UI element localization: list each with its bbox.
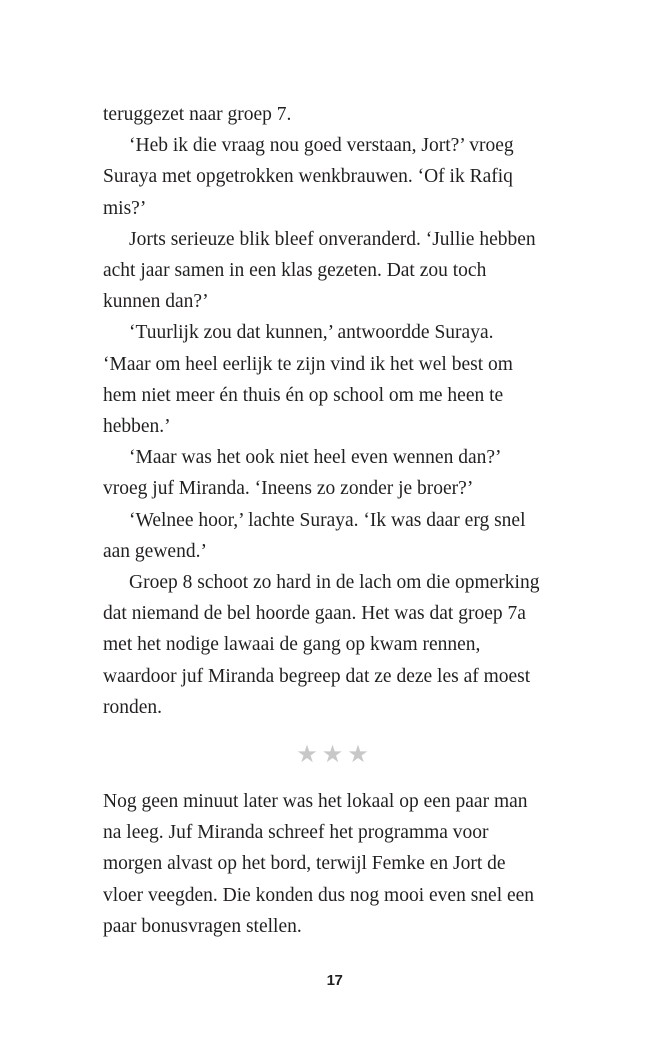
text-line: Nog geen minuut later was het lokaal op een paar man: [103, 791, 528, 812]
text-block-top: [103, 99, 571, 723]
text-line: ‘Welnee hoor,’ lachte Suraya. ‘Ik was daar erg snel: [129, 509, 526, 531]
text-line: aan gewend.’: [103, 540, 207, 562]
text-line: acht jaar samen in een klas gezeten. Dat zou toch: [103, 260, 487, 282]
page-number: 17: [326, 972, 343, 989]
text-line: ‘Maar om heel eerlijk te zijn vind ik het wel best om: [103, 353, 513, 375]
text-line: waardoor juf Miranda begreep dat ze deze les af moest: [103, 665, 531, 687]
text-line: ‘Tuurlijk zou dat kunnen,’ antwoordde Suraya.: [129, 322, 494, 344]
text-line: hebben.’: [103, 416, 171, 438]
text-line: teruggezet naar groep 7.: [103, 104, 292, 125]
text-line: met het nodige lawaai de gang op kwam rennen,: [103, 634, 481, 656]
text-line: kunnen dan?’: [103, 291, 209, 313]
text-line: Suraya met opgetrokken wenkbrauwen. ‘Of ik Rafiq: [103, 166, 513, 188]
text-line: ‘Maar was het ook niet heel even wennen dan?’: [129, 447, 502, 469]
text-line: mis?’: [103, 197, 147, 219]
text-line: vloer veegden. Die konden dus nog mooi even snel een: [103, 884, 535, 906]
text-line: Groep 8 schoot zo hard in de lach om die opmerking: [129, 572, 540, 594]
text-line: paar bonusvragen stellen.: [103, 915, 302, 937]
text-line: Jorts serieuze blik bleef onveranderd. ‘Jullie hebben: [129, 228, 536, 250]
text-line: ronden.: [103, 696, 163, 718]
text-block-bottom: [103, 786, 571, 942]
text-line: ‘Heb ik die vraag nou goed verstaan, Jort?’ vroeg: [129, 135, 514, 157]
section-break-stars-icon: ★★★: [296, 740, 373, 768]
text-line: vroeg juf Miranda. ‘Ineens zo zonder je broer?’: [103, 478, 474, 500]
text-line: dat niemand de bel hoorde gaan. Het was dat groep 7a: [103, 603, 526, 625]
text-line: morgen alvast op het bord, terwijl Femke en Jort de: [103, 853, 506, 875]
text-line: hem niet meer én thuis én op school om me heen te: [103, 384, 504, 406]
text-line: na leeg. Juf Miranda schreef het programma voor: [103, 822, 489, 844]
